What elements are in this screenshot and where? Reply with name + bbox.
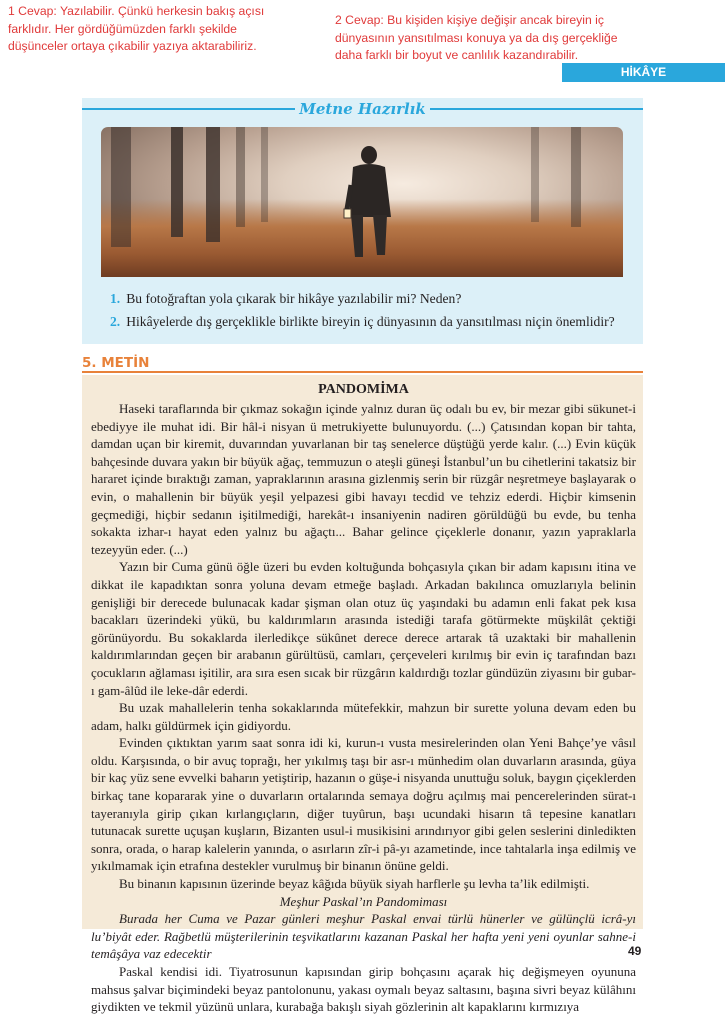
story-paragraph: Evinden çıktıktan yarım saat sonra idi ki, kurun-ı vusta mesirelerinden olan Yeni Bahçe’ye vâsıl oldu. Karşısında, o bir avuç toprağı, her yıkılmış taşı bir asr-ı münhedim olan duvarların arasında, güya bir kaç yüz sene evvelki baharın yetiştirip, hazanın o güşe-i nisyanda unuttuğu soluk, baygın çiçeklerden birkaç tane kopararak yine o duvarların ortalarında semaya doğru açılmış mai pencerelerinden sürat-ı tayeranıyla girip çıkan kırlangıçların, diğer tuyûrun, başı ucundaki hisarın tâ tepesine kanatları tutunacak surette uçuşan kuşların, Bizanten usul-i musikisini arındırıyor gibi gelen seslerini dinledikten sonra, orada, o harap kalelerin yanında, o asırların zîr-i pâ-yı azametinde, ince tahtalarla inşa edilmiş ve yıkılmamak için etrafına destekler vurulmuş bir binanın önüne geldi.: [91, 735, 636, 874]
handwritten-answer-1: 1 Cevap: Yazılabilir. Çünkü herkesin bakış açısı farklıdır. Her gördüğümüzden farklı şekilde düşünceler ortaya çıkabilir yazıya aktarabiliriz.: [8, 4, 265, 53]
section-tag: HİKÂYE: [562, 63, 725, 82]
sign-title: Meşhur Paskal’ın Pandomiması: [279, 893, 448, 909]
text-number-label: 5. METİN: [82, 355, 150, 371]
story-title: PANDOMİMA: [318, 382, 409, 397]
story-paragraph: Bu uzak mahallelerin tenha sokaklarında mütefekkir, mahzun bir surette yoluna devam eden bu adam, halkı güldürmek için gidiyordu.: [91, 700, 636, 733]
handwritten-answer-2: 2 Cevap: Bu kişiden kişiye değişir ancak bireyin iç dünyasının yansıtılması konuya ya da dış gerçekliğe daha farklı bir boyut ve canlılık kazandırabilir.: [335, 13, 618, 62]
prep-question-1: [110, 291, 461, 307]
forest-photo: [101, 127, 623, 277]
walker-figure: [101, 127, 623, 277]
question-number: 2.: [110, 314, 121, 329]
question-text: Bu fotoğraftan yola çıkarak bir hikâye yazılabilir mi? Neden?: [126, 291, 462, 306]
text-number-line: [82, 371, 643, 373]
story-paragraph: Haseki taraflarında bir çıkmaz sokağın içinde yalnız duran üç odalı bu ev, bir mezar gibi sükunet-i ebediyye ile muhat idi. Bir hâl-i nisyan ü metrukiyette bulunuyordu. (...) Çatısından kopan bir tahta, damdan uçan bir kiremit, duvarından yuvarlanan bir taş senelerce düştüğü yerde kalır. (...) Evin küçük bahçesinde duvara yakın bir büyük ağaç, temmuzun o ateşli güneşi İstanbul’un bu cihetlerini takatsiz bir hararet içinde bıraktığı zaman, yapraklarının arasına gizlenmiş serin bir rüzgâr neşretmeye başlayarak o evin, o mahallenin bir büyük yeşil yelpazesi gibi havayı tecdid ve tehziz ederdi. Hiçbir kimsenin geçmediği, hiçbir sedanın işitilmediği, harekât-ı insaniyenin nadiren görüldüğü bu evde, bu tenha sokakta izhar-ı hayat eden yalnız bu ağaçtı... Bahar gelince çiçeklerle donanır, yazın yapraklarla tezeyyün eder. (...): [91, 401, 636, 557]
question-number: 1.: [110, 291, 121, 306]
question-text: Hikâyelerde dış gerçeklikle birlikte bireyin iç dünyasının da yansıtılması niçin önemlidir?: [126, 314, 615, 329]
prep-title: Metne Hazırlık: [295, 98, 430, 120]
story-paragraph: Paskal kendisi idi. Tiyatrosunun kapısından girip bohçasını açarak hiç değişmeyen oyununa mahsus şalvar biçimindeki beyaz pantolonunu, yakası oymalı beyaz saltasını, başına sivri beyaz külâhını giydikten ve tekmil yüzünü unlara, kurabağa bakışlı siyah gözlerinin alt kapaklarını kırmızıya: [91, 964, 636, 1015]
prep-question-2: [110, 314, 615, 330]
story-paragraph: Yazın bir Cuma günü öğle üzeri bu evden koltuğunda bohçasıyla çıkan bir adam kapısını itina ve dikkat ile kapadıktan sonra yoluna devam etmeğe başladı. Arkadan bakılınca omuzlarıyla belinin genişliği bir derecede bulunacak kadar şişman olan otuz üç yaşındaki bu adamın enli fakat pek kısa bacakları üzerindeki yükü, bu kaldırımların arasında istediği tarafa götürmekte müşkilât çektiği görünüyordu. Bu sokaklarda ilerledikçe sükûnet derece derece artarak tâ uzaktaki bir mahallenin kaldırımlarından geçen bir arabanın gürültüsü, camları, çerçeveleri kırılmış bir evin iç tarafından bazı çocukların ağlaması işitilir, ara sıra esen sıcak bir rüzgârın kaldırdığı tozlar gündüzün ziyasını bir gubar-ı gam-âlûd ile leke-dâr ederdi.: [91, 559, 636, 698]
sign-text: Burada her Cuma ve Pazar günleri meşhur Paskal envai türlü hünerler ve gülünçlü icrâ-yı lu’biyât eder. Rağbetlü müşterilerinin teşvikatlarını kazanan Paskal her hafta yeni yeni oyunlar sahne-i temâşâya vaz edecektir: [91, 911, 636, 962]
page-number: 49: [628, 944, 642, 958]
story-paragraph: Bu binanın kapısının üzerinde beyaz kâğıda büyük siyah harflerle şu levha ta’lik edilmişti.: [119, 876, 590, 892]
